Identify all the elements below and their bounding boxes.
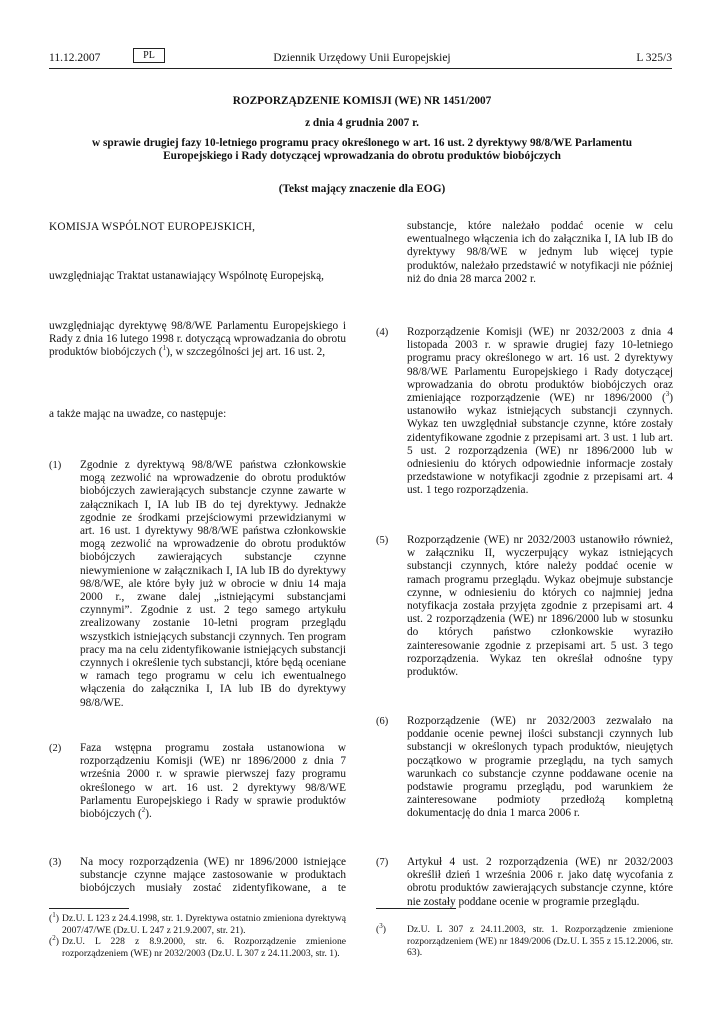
regulation-date: z dnia 4 grudnia 2007 r. bbox=[305, 117, 419, 129]
journal-title: Dziennik Urzędowy Unii Europejskiej bbox=[273, 52, 451, 64]
recital-3-continuation bbox=[376, 220, 673, 287]
recital-number: (2) bbox=[49, 743, 62, 754]
recital-text-right: substancje, które należało poddać ocenie w celu ewentualnego włączenia ich do załącznika I, IA lub IB do dyrektywy 98/8/WE w jednym lub więcej typie produktów, należało przedstawić w notyfikacji nie później niż do dnia 28 marca 2002 r. bbox=[407, 220, 673, 285]
footnote-rule-right bbox=[376, 908, 456, 909]
header-rule bbox=[49, 68, 672, 69]
footnote-text: Dz.U. L 123 z 24.4.1998, str. 1. Dyrektywa ostatnio zmieniona dyrektywą 2007/47/WE (Dz.U. L 247 z 21.9.2007, str. 21). bbox=[62, 913, 346, 936]
regulation-subject: w sprawie drugiej fazy 10-letniego programu pracy określonego w art. 16 ust. 2 dyrektywy 98/8/WE Parlamentu Europejskiego i Rady dotyczącej wprowadzania do obrotu produktów biobójczych bbox=[91, 137, 632, 163]
recital-text bbox=[80, 742, 346, 821]
recital-number: (7) bbox=[376, 857, 389, 868]
recital-number: (5) bbox=[376, 535, 389, 546]
recital-number: (3) bbox=[49, 857, 62, 868]
eea-relevance-note: (Tekst mający znaczenie dla EOG) bbox=[278, 183, 446, 195]
language-badge: PL bbox=[133, 48, 165, 63]
directive-citation bbox=[49, 320, 346, 360]
footnote-ref-2[interactable]: 2 bbox=[141, 806, 146, 815]
footnote-ref-1[interactable]: 1 bbox=[162, 344, 167, 353]
recital-text-b: ). bbox=[145, 808, 152, 821]
footnote-mark: ($^3$) bbox=[376, 921, 386, 935]
issuer-line: KOMISJA WSPÓLNOT EUROPEJSKICH, bbox=[49, 221, 256, 233]
footnote-text: Dz.U. L 228 z 8.9.2000, str. 6. Rozporządzenie zmienione rozporządzeniem (WE) nr 2032/2003 (Dz.U. L 307 z 24.11.2003, str. 1). bbox=[62, 936, 346, 959]
recital-text-a: Rozporządzenie Komisji (WE) nr 2032/2003 z dnia 4 listopada 2003 r. w sprawie drugiej fazy 10-letniego programu pracy określonego w art. 16 ust. 2 dyrektywy 98/8/WE Parlamentu Europejskiego i Rady dotyczącej wprowadzania do obrotu produktów biobójczych oraz zmieniające rozporządzenie (WE) nr 1896/2000 ( bbox=[407, 326, 673, 405]
recital-text-a: Faza wstępna programu została ustanowiona w rozporządzeniu Komisji (WE) nr 1896/2000 z dnia 7 września 2000 r. w sprawie pierwszej fazy programu określonego w art. 16 ust. 2 dyrektywy 98/8/WE Parlamentu Europejskiego i Rady w sprawie produktów biobójczych ( bbox=[80, 742, 346, 821]
page-reference: L 325/3 bbox=[636, 52, 672, 64]
footnote-mark: ($^1$) bbox=[49, 910, 59, 924]
recital-text-left: Na mocy rozporządzenia (WE) nr 1896/2000 istniejące substancje czynne mające zastosowanie w produktach biobójczych musiały zostać zidentyfikowane, a te bbox=[80, 856, 346, 895]
recital-text: Rozporządzenie (WE) nr 2032/2003 ustanowiło również, w załączniku II, wyczerpujący wykaz istniejących substancji czynnych, które należy poddać ocenie w ramach programu przeglądu. Wykaz obejmuje substancje czynne, w odniesieniu do których co najmniej jedna notyfikacja została przyjęta zgodnie z przepisami art. 4 ust. 2 rozporządzenia (WE) nr 1896/2000 lub w stosunku do których państwo członkowskie wyraziło zainteresowanie zgodnie z przepisami art. 5 ust. 3 tego rozporządzenia. Wykaz ten określał odnośne typy produktów. bbox=[407, 534, 673, 679]
recital-text: Artykuł 4 ust. 2 rozporządzenia (WE) nr 2032/2003 określił dzień 1 września 2006 r. jako datę wycofania z obrotu produktów zawierających substancje czynne, które nie zostały poddane ocenie w programie przeglądu. bbox=[407, 856, 673, 908]
recital-text: Rozporządzenie (WE) nr 2032/2003 zezwalało na poddanie ocenie pewnej ilości substancji czynnych lub substancji w określonych typach produktów, nieujętych początkowo w programie przeglądu, na tych samych warunkach co substancje czynne poddawane ocenie na podstawie programu przeglądu, pod warunkiem że zainteresowane podmioty przedłożą kompletną dokumentację do dnia 1 marca 2006 r. bbox=[407, 715, 673, 820]
recital-text: Zgodnie z dyrektywą 98/8/WE państwa członkowskie mogą zezwolić na wprowadzenie do obrotu produktów biobójczych zawierających substancje czynne zawarte w załącznikach I, IA lub IB do tej dyrektywy. Jednakże zgodnie ze środkami przejściowymi przewidzianymi w art. 16 ust. 1 dyrektywy 98/8/WE państwa członkowskie mogą zezwolić na wprowadzenie do obrotu produktów biobójczych zawierających substancje czynne niewymienione w załącznikach I, IA lub IB do dyrektywy 98/8/WE, ale które były już w obrocie w dniu 14 maja 2000 r., zwane dalej „istniejącymi substancjami czynnymi”. Zgodnie z ust. 2 tego samego artykułu zrealizowany zostanie 10-letni program przeglądu wszystkich istniejących substancji czynnych. Ten program pracy ma na celu zidentyfikowanie istniejących substancji czynnych i określenie tych substancji, które będą oceniane w ramach tego programu w celu ich ewentualnego włączenia do załącznika I, IA lub IB do dyrektywy 98/8/WE. bbox=[80, 459, 346, 709]
footnote-rule-left bbox=[49, 908, 129, 909]
footnote-ref-3[interactable]: 3 bbox=[665, 390, 670, 399]
header-date: 11.12.2007 bbox=[49, 52, 101, 64]
recital-number: (4) bbox=[376, 327, 389, 338]
treaty-citation: uwzględniając Traktat ustanawiający Wspólnotę Europejską, bbox=[49, 270, 324, 282]
recital-text-b: ) ustanowiło wykaz istniejących substancji czynnych. Wykaz ten uwzględniał substancje czynne, które zostały zidentyfikowane zgodnie z przepisami art. 3 ust. 1 lub art. 5 ust. 2 rozporządzenia (WE) nr 1896/2000 lub w odniesieniu do których odpowiednie informacje zostały przedstawione w notyfikacji zgodnie z przepisami art. 4 ust. 1 tego rozporządzenia. bbox=[407, 392, 673, 497]
recital-number: (1) bbox=[49, 460, 62, 471]
regulation-title: ROZPORZĄDZENIE KOMISJI (WE) NR 1451/2007 bbox=[232, 95, 492, 107]
footnote-mark: ($^2$) bbox=[49, 933, 59, 947]
footnote-text: Dz.U. L 307 z 24.11.2003, str. 1. Rozporządzenie zmienione rozporządzeniem (WE) nr 1849/2006 (Dz.U. L 355 z 15.12.2006, str. 63). bbox=[407, 924, 673, 959]
recital-number: (6) bbox=[376, 716, 389, 727]
recital-text bbox=[407, 326, 673, 498]
directive-citation-text-a: uwzględniając dyrektywę 98/8/WE Parlamentu Europejskiego i Rady z dnia 16 lutego 1998 r. dotyczącą wprowadzania do obrotu produktów biobójczych ( bbox=[49, 320, 346, 359]
directive-citation-text-b: ), w szczególności jej art. 16 ust. 2, bbox=[166, 346, 326, 359]
whereas-line: a także mając na uwadze, co następuje: bbox=[49, 408, 227, 420]
